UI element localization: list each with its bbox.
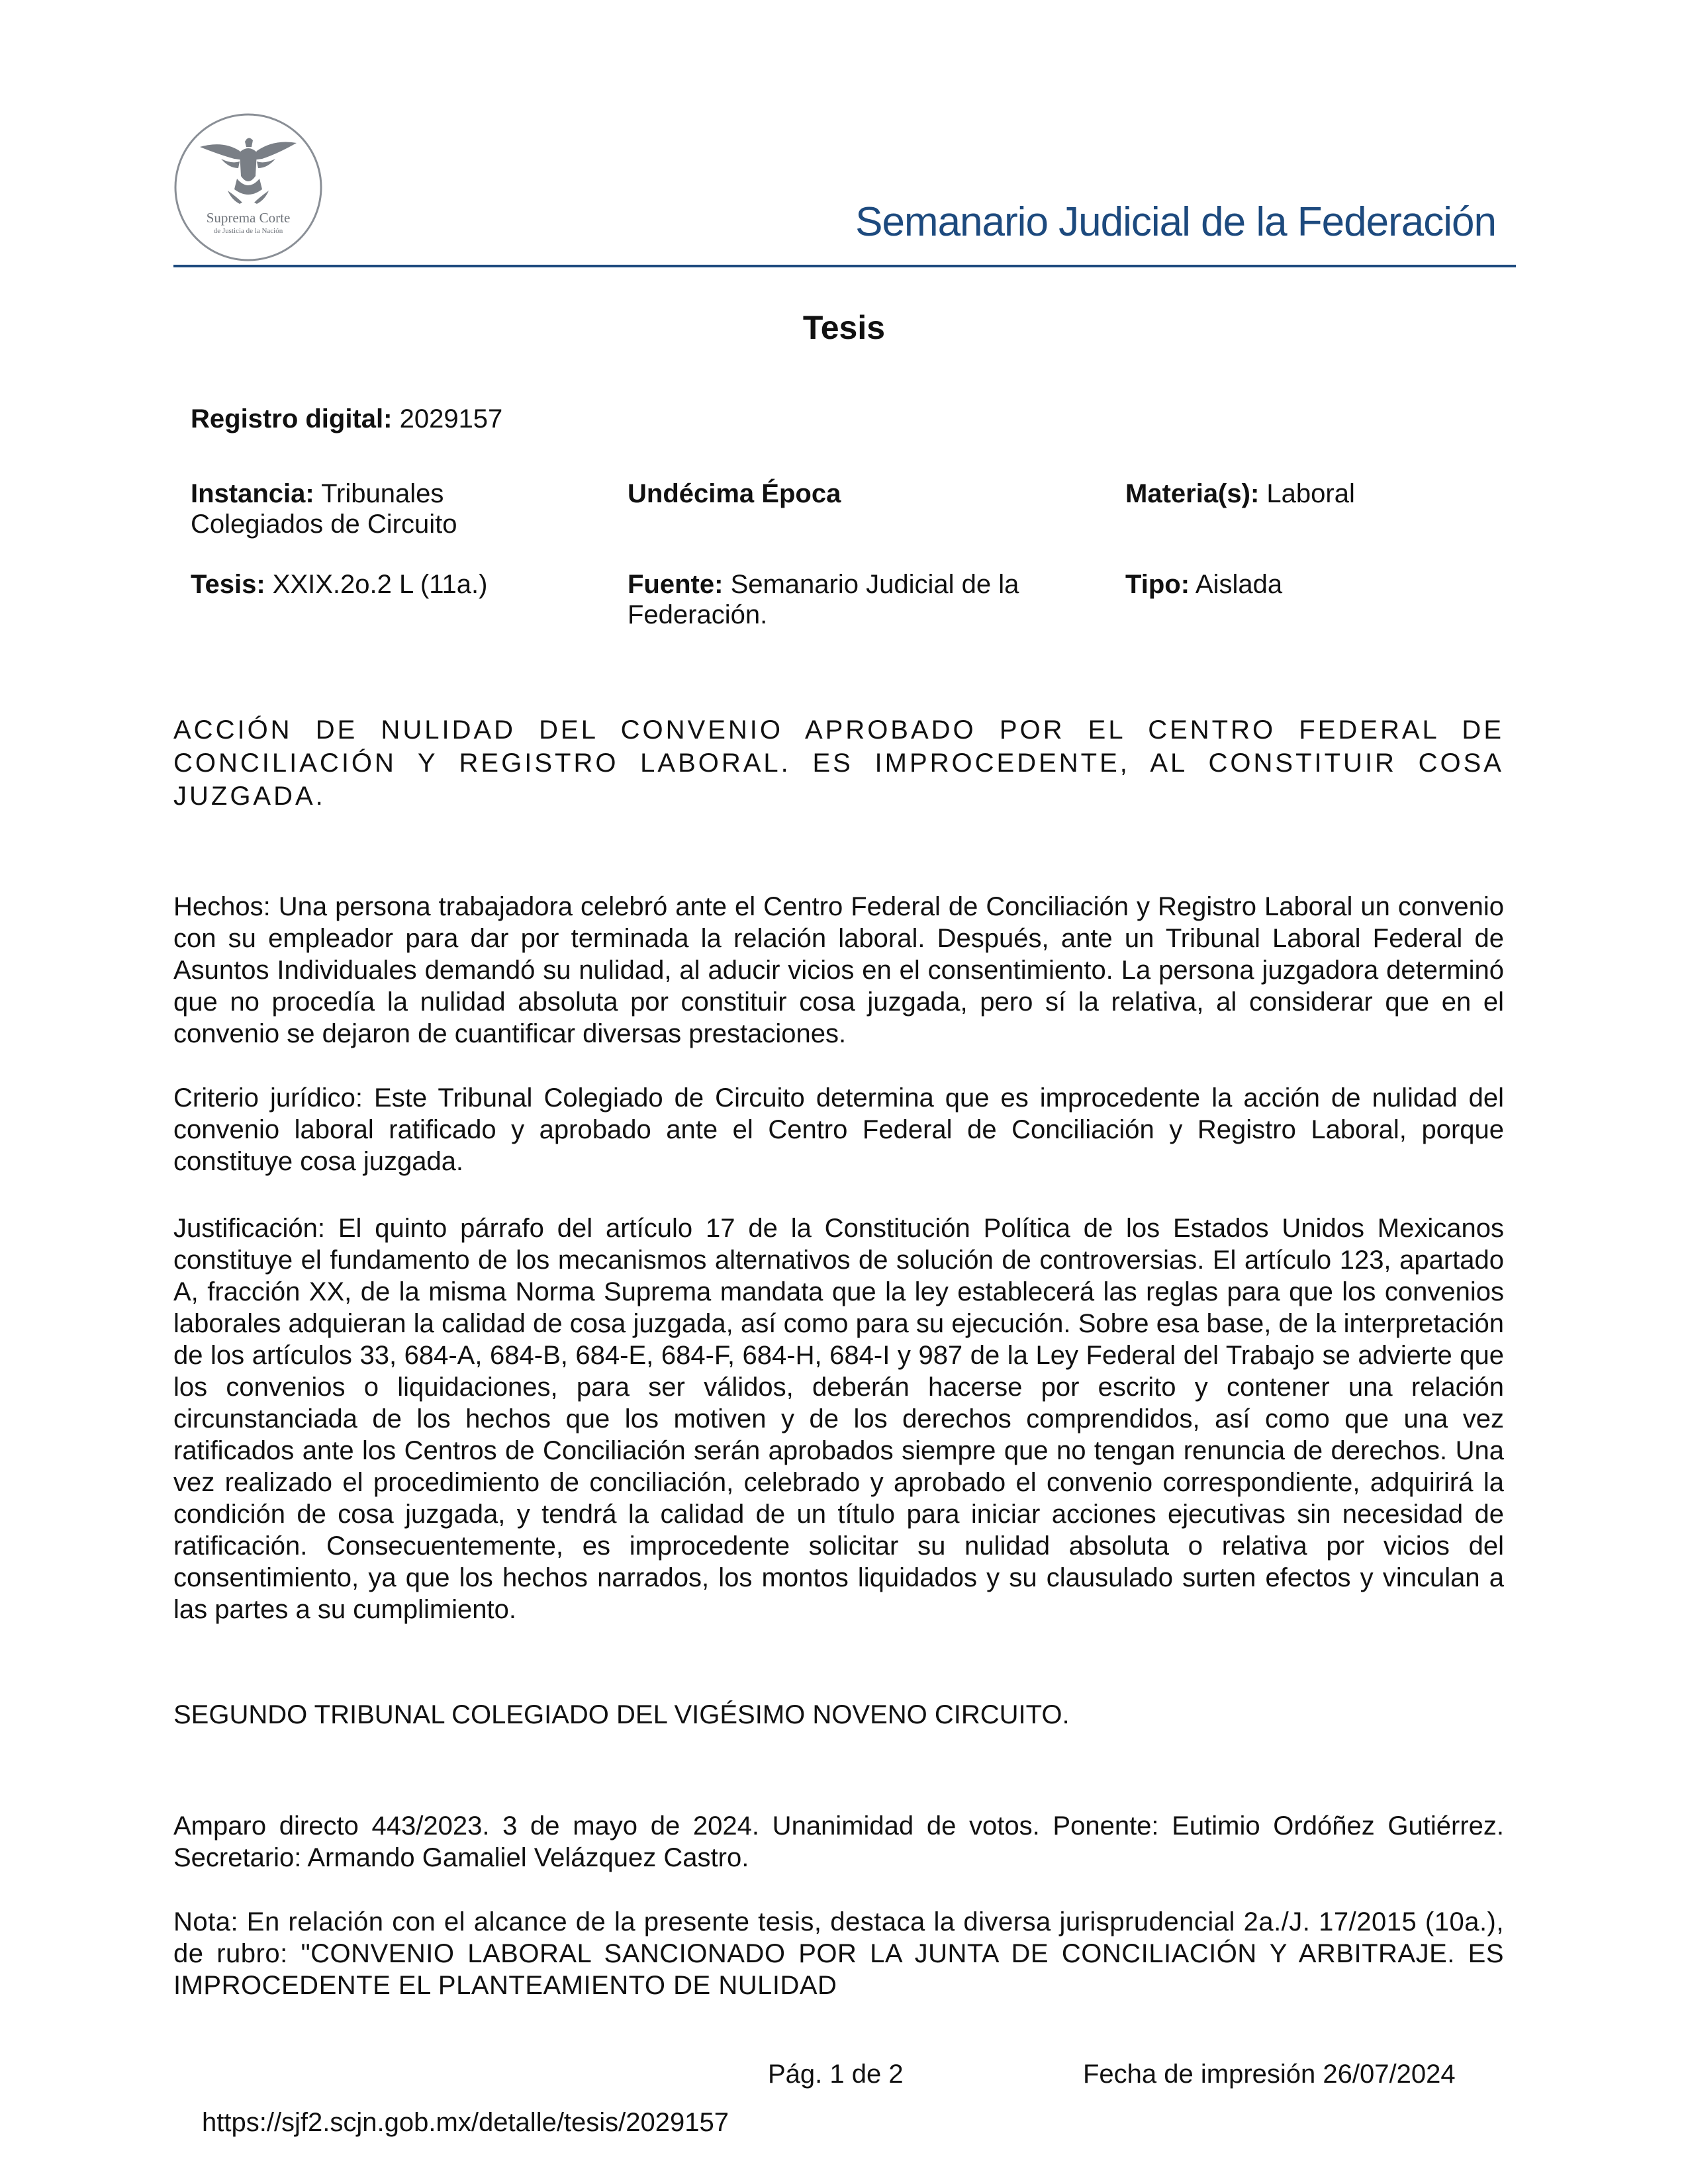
paragraph-tribunal: SEGUNDO TRIBUNAL COLEGIADO DEL VIGÉSIMO NOVENO CIRCUITO. (173, 1700, 1070, 1729)
suprema-corte-seal-logo (173, 113, 323, 262)
tesis-label: Tesis: (191, 570, 265, 599)
registro-value: 2029157 (399, 404, 503, 433)
tesis-number (191, 569, 561, 600)
header-divider (173, 265, 1516, 267)
paragraph-amparo: Amparo directo 443/2023. 3 de mayo de 2024. Unanimidad de votos. Ponente: Eutimio Ordóñez Gutiérrez. Secretario: Armando Gamaliel Velázquez Castro. (173, 1811, 1504, 1872)
registro-label: Registro digital: (191, 404, 393, 433)
rubro-title: ACCIÓN DE NULIDAD DEL CONVENIO APROBADO POR EL CENTRO FEDERAL DE CONCILIACIÓN Y REGISTRO LABORAL. ES IMPROCEDENTE, AL CONSTITUIR COSA JUZGADA. (173, 715, 1504, 811)
tipo-value: Aislada (1195, 570, 1283, 599)
fuente-label: Fuente: (628, 570, 724, 599)
paragraph-justificacion: Justificación: El quinto párrafo del artículo 17 de la Constitución Política de los Estados Unidos Mexicanos constituye el fundamento de los mecanismos alternativos de solución de controversias. El artículo 123, apartado A, fracción XX, de la misma Norma Suprema mandata que la ley establecerá las reglas para que los convenios laborales adquieran la calidad de cosa juzgada, así como para su ejecución. Sobre esa base, de la interpretación de los artículos 33, 684-A, 684-B, 684-E, 684-F, 684-H, 684-I y 987 de la Ley Federal del Trabajo se advierte que los convenios o liquidaciones, para ser válidos, deberán hacerse por escrito y contener una relación circunstanciada de los hechos que los motiven y de los derechos comprendidos, así como que una vez ratificados ante los Centros de Conciliación serán aprobados siempre que no tengan renuncia de derechos. Una vez realizado el procedimiento de conciliación, celebrado y aprobado el convenio correspondiente, adquirirá la condición de cosa juzgada, y tendrá la calidad de un título para iniciar acciones ejecutivas sin necesidad de ratificación. Consecuentemente, es improcedente solicitar su nulidad absoluta o relativa por vicios del consentimiento, ya que los hechos narrados, los montos liquidados y su clausulado surten efectos y vinculan a las partes a su cumplimiento. (173, 1214, 1504, 1624)
source-url: https://sjf2.scjn.gob.mx/detalle/tesis/2029157 (202, 2108, 729, 2137)
fuente-value: Semanario Judicial de la Federación. (628, 570, 1019, 629)
tipo (1125, 569, 1496, 600)
tipo-label: Tipo: (1125, 570, 1190, 599)
page-number: Pág. 1 de 2 (768, 2060, 904, 2089)
epoca (628, 478, 1091, 509)
instancia (191, 478, 561, 539)
header-title: Semanario Judicial de la Federación (855, 199, 1496, 245)
paragraph-nota: Nota: En relación con el alcance de la presente tesis, destaca la diversa jurisprudencial 2a./J. 17/2015 (10a.), de rubro: "CONVENIO LABORAL SANCIONADO POR LA JUNTA DE CONCILIACIÓN Y ARBITRAJE. ES IMPROCEDENTE EL PLANTEAMIENTO DE NULIDAD (173, 1907, 1504, 2000)
instancia-label: Instancia: (191, 479, 314, 508)
tesis-value: XXIX.2o.2 L (11a.) (272, 570, 488, 599)
fuente (628, 569, 1091, 630)
paragraph-hechos: Hechos: Una persona trabajadora celebró ante el Centro Federal de Conciliación y Registro Laboral un convenio con su empleador para dar por terminada la relación laboral. Después, ante un Tribunal Laboral Federal de Asuntos Individuales demandó su nulidad, al aducir vicios en el consentimiento. La persona juzgadora determinó que no procedía la nulidad absoluta por constituir cosa juzgada, pero sí la relativa, al considerar que en el convenio se dejaron de cuantificar diversas prestaciones. (173, 892, 1504, 1048)
paragraph-criterio: Criterio jurídico: Este Tribunal Colegiado de Circuito determina que es improcedente la acción de nulidad del convenio laboral ratificado y aprobado ante el Centro Federal de Conciliación y Registro Laboral, porque constituye cosa juzgada. (173, 1083, 1504, 1176)
registro-digital (191, 404, 502, 434)
document-heading: Tesis (802, 309, 886, 346)
seal-text-line2: de Justicia de la Nación (213, 227, 283, 235)
materia (1125, 478, 1496, 509)
materia-value: Laboral (1266, 479, 1355, 508)
eagle-emblem-icon (200, 138, 297, 204)
materia-label: Materia(s): (1125, 479, 1260, 508)
print-date: Fecha de impresión 26/07/2024 (1083, 2060, 1456, 2089)
epoca-value: Undécima Época (628, 479, 841, 508)
instancia-value: Tribunales Colegiados de Circuito (191, 479, 457, 539)
seal-text-line1: Suprema Corte (206, 210, 291, 226)
